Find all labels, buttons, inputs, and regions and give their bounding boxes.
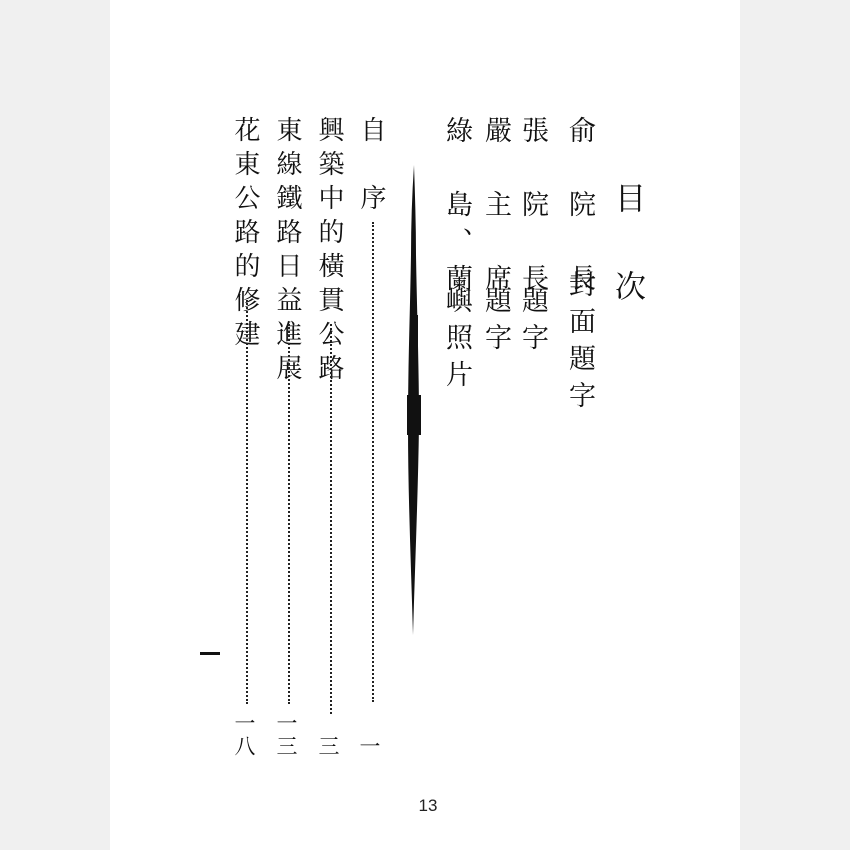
front-matter-item-1: 封面題字 (564, 270, 595, 418)
toc-leader-3 (288, 324, 290, 704)
margin-mark (200, 652, 220, 655)
toc-heading-second: 次 (609, 270, 645, 301)
front-matter-name-3: 嚴 主 席 (480, 116, 511, 301)
toc-entry-title-4: 花東公路的修建 (230, 116, 260, 354)
toc-entry-page-3: 一三 (274, 712, 298, 758)
front-matter-name-4: 綠 島、蘭 (441, 116, 472, 301)
toc-entry-title-2: 興築中的橫貫公路 (314, 116, 344, 388)
toc-entry-page-2: 三 (316, 735, 340, 764)
toc-entry-page-1: 一 (357, 735, 381, 764)
toc-entry-title-1: 自 序 (356, 116, 386, 218)
toc-entry-page-4: 一八 (232, 712, 256, 758)
front-matter-item-2: 題字 (517, 286, 548, 360)
front-matter-name-2: 張 院 長 (517, 116, 548, 301)
page-number: 13 (418, 796, 438, 815)
front-matter-item-3: 題字 (480, 286, 511, 360)
front-matter-name-1: 俞 院 長 (564, 116, 595, 301)
toc-entry-title-3: 東線鐵路日益進展 (272, 116, 302, 388)
toc-heading-first: 目 (609, 182, 645, 213)
toc-leader-2 (330, 324, 332, 714)
toc-leader-4 (246, 300, 248, 704)
divider-ornament (402, 165, 426, 635)
front-matter-item-4: 嶼照片 (441, 286, 472, 397)
toc-leader-1 (372, 222, 374, 702)
